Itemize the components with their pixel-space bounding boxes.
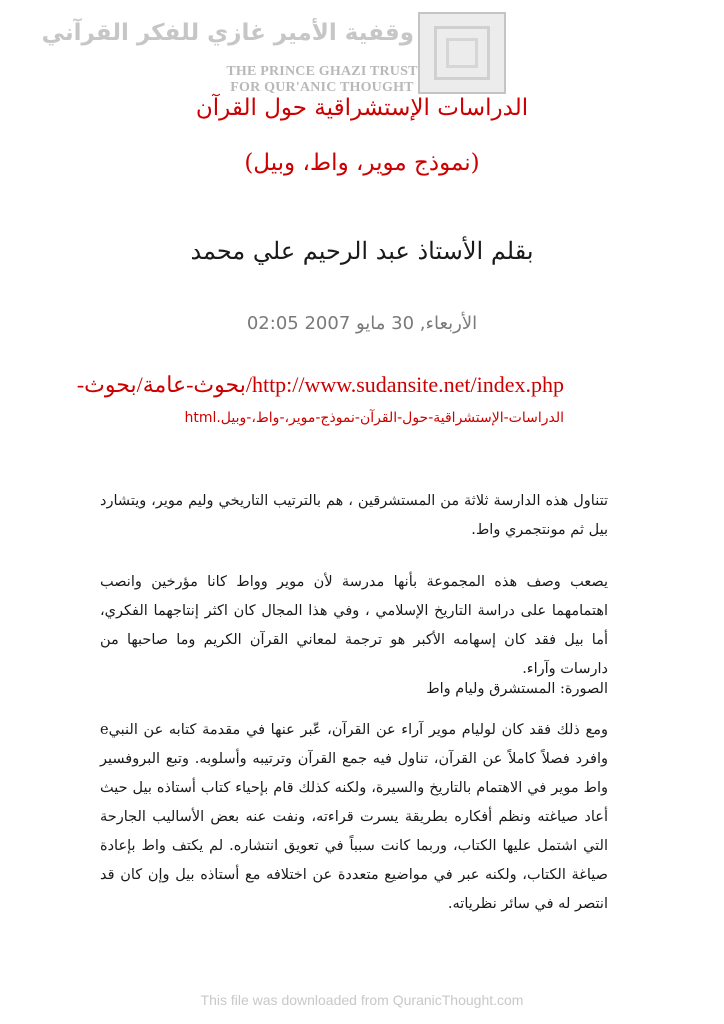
publish-date: الأربعاء, 30 مايو 2007 02:05 [246, 313, 478, 334]
image-caption: الصورة: المستشرق وليام واط [426, 681, 608, 697]
paragraph-intro: تتناول هذه الدارسة ثلاثة من المستشرقين ، هم بالترتيب التاريخي وليم موير، ويتشارد بيل ثم مونتجمري واط. [100, 493, 608, 538]
trust-logo [41, 12, 512, 107]
logo-english-line2: FOR QUR'ANIC THOUGHT [230, 80, 414, 95]
document-subtitle: (نموذج موير، واط، وبيل) [244, 150, 480, 176]
paragraph-muir-watt: ومع ذلك فقد كان لوليام موير آراء عن القرآن، عّبر عنها في مقدمة كتابه عن النبيe وافرد فصلاً كاملاً عن القرآن، تناول فيه جمع القرآن وترتيبه وأسلوبه. وتبع البروفسير واط موير في الاهتمام بالتاريخ والسيرة، ولكنه كذلك قام بإحياء كتاب أستاذه بيل حيث أعاد صياغته ونظم أفكاره بطريقة يسرت قراءته، ونفت عنه بعض الأساليب الجارحة التي اشتمل عليها الكتاب، وربما كانت سبباً في تعويق انتشاره. لم يكتف واط بإعادة صياغة الكتاب، ولكنه عبر في مواضيع متعددة عن اختلافه مع أستاذه بيل وإن كان قد انتصر له في سائر نظرياته. [100, 722, 609, 912]
calligraphy-emblem-icon [418, 12, 506, 94]
logo-arabic-name: وقفية الأمير غازي للفكر القرآني [41, 20, 414, 46]
paragraph-school: يصعب وصف هذه المجموعة بأنها مدرسة لأن موير وواط كانا مؤرخين وانصب اهتمامهما على دراسة التاريخ الإسلامي ، وفي هذا المجال كان اكثر إنتاجهما الفكري، أما بيل فقد كان إسهامه الأكبر هو ترجمة لمعاني القرآن الكريم وما صاحبها من دارسات وآراء. [100, 574, 608, 677]
download-footer: This file was downloaded from QuranicThought.com [200, 992, 524, 1008]
document-title: الدراسات الإستشراقية حول القرآن [195, 95, 529, 121]
logo-english-line1: THE PRINCE GHAZI TRUST [226, 64, 418, 79]
author-byline: بقلم الأستاذ عبد الرحيم علي محمد [190, 237, 534, 265]
source-url-line2[interactable]: الدراسات-الإستشراقية-حول-القرآن-نموذج-موير،-واط،-وبيل.html [184, 410, 564, 426]
source-url-line1[interactable]: http://www.sudansite.net/index.php/بحوث-عامة/بحوث- [76, 372, 564, 397]
